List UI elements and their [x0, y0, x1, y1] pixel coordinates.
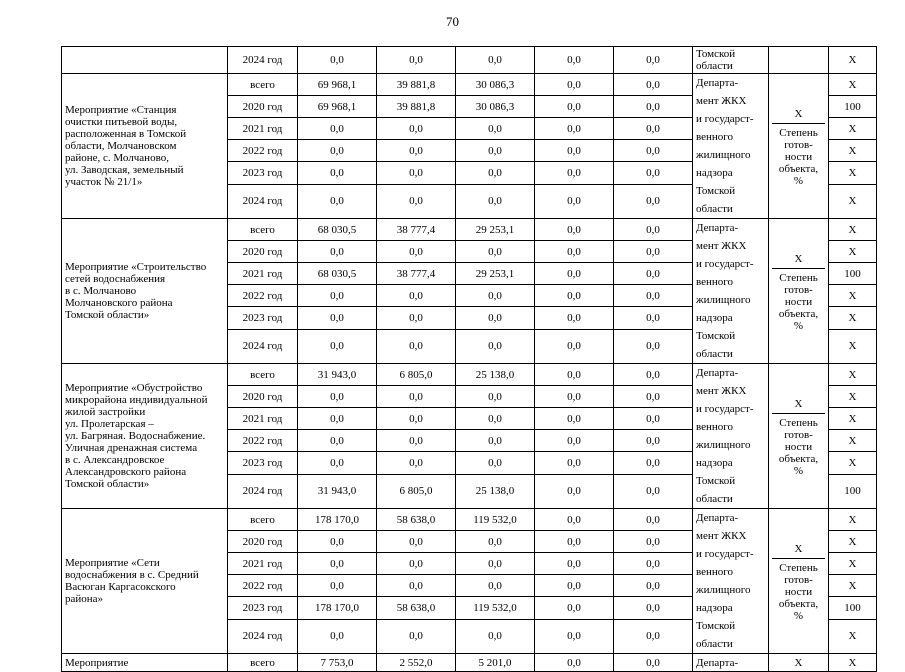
regional-budget-cell: 0,0 [456, 285, 535, 307]
total-cell: 0,0 [298, 140, 377, 162]
measure-name-line: микрорайона индивидуальной [65, 394, 208, 406]
extrabudgetary-cell: 0,0 [614, 329, 693, 363]
year-cell: всего [228, 364, 298, 386]
indicator-value-cell: Х [829, 219, 877, 241]
extrabudgetary-cell: 0,0 [614, 96, 693, 118]
indicator-line: Степень [779, 562, 818, 574]
extrabudgetary-cell: 0,0 [614, 509, 693, 531]
executor-cell [693, 364, 769, 509]
executor-line: венного [696, 131, 734, 143]
total-cell: 0,0 [298, 553, 377, 575]
federal-budget-cell: 0,0 [377, 619, 456, 653]
executor-line: области [696, 60, 733, 72]
indicator-line: ности [784, 151, 813, 163]
table-row [62, 219, 877, 241]
indicator-value-cell: Х [829, 386, 877, 408]
executor-line: Департа- [696, 222, 739, 234]
local-budget-cell: 0,0 [535, 597, 614, 619]
regional-budget-cell: 0,0 [456, 430, 535, 452]
total-cell: 0,0 [298, 285, 377, 307]
indicator-cell: Х [769, 654, 829, 672]
year-cell: 2022 год [228, 140, 298, 162]
indicator-cell [769, 509, 829, 654]
federal-budget-cell: 0,0 [377, 575, 456, 597]
measure-name-cell: Мероприятие [62, 654, 228, 672]
indicator-value-cell: Х [829, 118, 877, 140]
regional-budget-cell: 0,0 [456, 452, 535, 474]
executor-line: области [696, 493, 733, 505]
executor-line: Томской [696, 330, 736, 342]
indicator-value-cell: Х [829, 74, 877, 96]
total-cell: 0,0 [298, 162, 377, 184]
total-cell: 0,0 [298, 386, 377, 408]
total-cell: 31 943,0 [298, 474, 377, 508]
local-budget-cell: 0,0 [535, 329, 614, 363]
total-cell: 0,0 [298, 47, 377, 74]
federal-budget-cell: 0,0 [377, 241, 456, 263]
indicator-value-cell: Х [829, 285, 877, 307]
table-row [62, 654, 877, 672]
extrabudgetary-cell: 0,0 [614, 241, 693, 263]
measure-name-line: Мероприятие «Станция [65, 104, 177, 116]
year-cell: 2021 год [228, 408, 298, 430]
indicator-value-cell: Х [829, 307, 877, 329]
local-budget-cell: 0,0 [535, 47, 614, 74]
regional-budget-cell: 29 253,1 [456, 219, 535, 241]
executor-line: Департа- [696, 367, 739, 379]
federal-budget-cell: 0,0 [377, 531, 456, 553]
indicator-line: готов- [784, 284, 813, 296]
total-cell: 0,0 [298, 452, 377, 474]
extrabudgetary-cell: 0,0 [614, 162, 693, 184]
regional-budget-cell: 0,0 [456, 408, 535, 430]
local-budget-cell: 0,0 [535, 96, 614, 118]
executor-line: надзора [696, 167, 733, 179]
federal-budget-cell: 2 552,0 [377, 654, 456, 672]
executor-line: и государст- [696, 403, 754, 415]
federal-budget-cell: 0,0 [377, 118, 456, 140]
indicator-value-cell: Х [829, 531, 877, 553]
total-cell: 178 170,0 [298, 509, 377, 531]
indicator-value-cell: Х [829, 140, 877, 162]
total-cell: 0,0 [298, 329, 377, 363]
measure-name-line: расположенная в Томской [65, 128, 187, 140]
federal-budget-cell: 38 777,4 [377, 263, 456, 285]
executor-line: жилищного [696, 149, 751, 161]
year-cell: 2024 год [228, 184, 298, 218]
indicator-line: % [793, 320, 804, 332]
executor-line: области [696, 348, 733, 360]
local-budget-cell: 0,0 [535, 241, 614, 263]
indicator-value-cell: Х [829, 654, 877, 672]
extrabudgetary-cell: 0,0 [614, 118, 693, 140]
extrabudgetary-cell: 0,0 [614, 386, 693, 408]
year-cell: 2024 год [228, 474, 298, 508]
indicator-name [772, 269, 825, 332]
total-cell: 0,0 [298, 184, 377, 218]
extrabudgetary-cell: 0,0 [614, 430, 693, 452]
indicator-total-mark: Х [772, 395, 825, 414]
indicator-value-cell: Х [829, 619, 877, 653]
local-budget-cell: 0,0 [535, 307, 614, 329]
federal-budget-cell: 0,0 [377, 408, 456, 430]
extrabudgetary-cell: 0,0 [614, 474, 693, 508]
indicator-value-cell: 100 [829, 263, 877, 285]
extrabudgetary-cell: 0,0 [614, 452, 693, 474]
indicator-line: объекта, [778, 453, 819, 465]
year-cell: 2021 год [228, 553, 298, 575]
indicator-line: ности [784, 586, 813, 598]
page-number: 70 [446, 14, 459, 29]
extrabudgetary-cell: 0,0 [614, 654, 693, 672]
indicator-cell [769, 364, 829, 509]
total-cell: 0,0 [298, 408, 377, 430]
year-cell: 2023 год [228, 162, 298, 184]
federal-budget-cell: 58 638,0 [377, 597, 456, 619]
executor-line: мент ЖКХ [696, 385, 747, 397]
federal-budget-cell: 39 881,8 [377, 96, 456, 118]
regional-budget-cell: 119 532,0 [456, 597, 535, 619]
regional-budget-cell: 30 086,3 [456, 74, 535, 96]
extrabudgetary-cell: 0,0 [614, 47, 693, 74]
indicator-name [772, 414, 825, 477]
regional-budget-cell: 119 532,0 [456, 509, 535, 531]
total-cell: 0,0 [298, 575, 377, 597]
local-budget-cell: 0,0 [535, 263, 614, 285]
indicator-value-cell: 100 [829, 474, 877, 508]
indicator-value-cell: Х [829, 329, 877, 363]
indicator-name [772, 559, 825, 622]
measure-name-line: участок № 21/1» [65, 176, 143, 188]
indicator-value-cell: Х [829, 430, 877, 452]
indicator-line: готов- [784, 139, 813, 151]
budget-table [61, 46, 877, 672]
measure-name-line: Уличная дренажная система [65, 442, 198, 454]
regional-budget-cell: 0,0 [456, 531, 535, 553]
indicator-line: % [793, 175, 804, 187]
year-cell: 2022 год [228, 285, 298, 307]
indicator-value-cell: Х [829, 184, 877, 218]
local-budget-cell: 0,0 [535, 575, 614, 597]
indicator-line: ности [784, 441, 813, 453]
regional-budget-cell: 0,0 [456, 329, 535, 363]
table-row [62, 509, 877, 531]
indicator-value-cell: Х [829, 452, 877, 474]
regional-budget-cell: 0,0 [456, 118, 535, 140]
federal-budget-cell: 6 805,0 [377, 364, 456, 386]
measure-name-line: Александровского района [65, 466, 187, 478]
local-budget-cell: 0,0 [535, 285, 614, 307]
year-cell: 2024 год [228, 47, 298, 74]
local-budget-cell: 0,0 [535, 162, 614, 184]
executor-line: Томской [696, 185, 736, 197]
indicator-line: % [793, 465, 804, 477]
measure-name-line: районе, с. Молчаново, [65, 152, 169, 164]
indicator-value-cell: Х [829, 408, 877, 430]
regional-budget-cell: 0,0 [456, 307, 535, 329]
executor-line: надзора [696, 457, 733, 469]
regional-budget-cell: 0,0 [456, 184, 535, 218]
federal-budget-cell: 38 777,4 [377, 219, 456, 241]
federal-budget-cell: 0,0 [377, 47, 456, 74]
federal-budget-cell: 0,0 [377, 452, 456, 474]
local-budget-cell: 0,0 [535, 184, 614, 218]
indicator-line: % [793, 610, 804, 622]
executor-cell: Департа- [693, 654, 769, 672]
federal-budget-cell: 0,0 [377, 386, 456, 408]
table-body [62, 47, 877, 672]
table-row [62, 364, 877, 386]
local-budget-cell: 0,0 [535, 140, 614, 162]
year-cell: 2023 год [228, 597, 298, 619]
total-cell: 7 753,0 [298, 654, 377, 672]
extrabudgetary-cell: 0,0 [614, 307, 693, 329]
local-budget-cell: 0,0 [535, 619, 614, 653]
extrabudgetary-cell: 0,0 [614, 597, 693, 619]
regional-budget-cell: 0,0 [456, 386, 535, 408]
extrabudgetary-cell: 0,0 [614, 575, 693, 597]
table-row [62, 47, 877, 74]
executor-cell [693, 509, 769, 654]
local-budget-cell: 0,0 [535, 553, 614, 575]
total-cell: 69 968,1 [298, 96, 377, 118]
measure-name-line: ул. Багряная. Водоснабжение. [65, 430, 206, 442]
measure-name-cell [62, 364, 228, 509]
indicator-value-cell: Х [829, 162, 877, 184]
regional-budget-cell: 0,0 [456, 553, 535, 575]
executor-line: жилищного [696, 294, 751, 306]
year-cell: 2020 год [228, 241, 298, 263]
federal-budget-cell: 0,0 [377, 162, 456, 184]
indicator-line: объекта, [778, 163, 819, 175]
measure-name-line: в с. Александровское [65, 454, 165, 466]
regional-budget-cell: 0,0 [456, 619, 535, 653]
total-cell: 0,0 [298, 307, 377, 329]
regional-budget-cell: 25 138,0 [456, 474, 535, 508]
regional-budget-cell: 25 138,0 [456, 364, 535, 386]
executor-cell [693, 47, 769, 74]
total-cell: 31 943,0 [298, 364, 377, 386]
indicator-value-cell: Х [829, 364, 877, 386]
executor-line: венного [696, 276, 734, 288]
year-cell: 2022 год [228, 575, 298, 597]
indicator-line: готов- [784, 574, 813, 586]
executor-line: Департа- [696, 512, 739, 524]
total-cell: 0,0 [298, 118, 377, 140]
year-cell: 2023 год [228, 452, 298, 474]
executor-line: и государст- [696, 548, 754, 560]
local-budget-cell: 0,0 [535, 509, 614, 531]
table-row [62, 74, 877, 96]
measure-name-line: Молчановского района [65, 297, 173, 309]
measure-name-line: области, Молчановском [65, 140, 177, 152]
year-cell: 2024 год [228, 329, 298, 363]
year-cell: 2021 год [228, 263, 298, 285]
measure-name-line: Мероприятие «Обустройство [65, 382, 203, 394]
measure-name-line: жилой застройки [65, 406, 146, 418]
indicator-cell [769, 74, 829, 219]
federal-budget-cell: 0,0 [377, 329, 456, 363]
indicator-line: Степень [779, 127, 818, 139]
year-cell: 2020 год [228, 96, 298, 118]
year-cell: 2020 год [228, 531, 298, 553]
measure-name-line: Мероприятие «Сети [65, 557, 160, 569]
local-budget-cell: 0,0 [535, 452, 614, 474]
regional-budget-cell: 5 201,0 [456, 654, 535, 672]
measure-name-line: Томской области» [65, 478, 150, 490]
federal-budget-cell: 0,0 [377, 307, 456, 329]
indicator-value-cell: Х [829, 553, 877, 575]
federal-budget-cell: 0,0 [377, 140, 456, 162]
extrabudgetary-cell: 0,0 [614, 219, 693, 241]
year-cell: всего [228, 654, 298, 672]
indicator-name [772, 124, 825, 187]
regional-budget-cell: 29 253,1 [456, 263, 535, 285]
extrabudgetary-cell: 0,0 [614, 140, 693, 162]
local-budget-cell: 0,0 [535, 531, 614, 553]
federal-budget-cell: 0,0 [377, 553, 456, 575]
federal-budget-cell: 0,0 [377, 285, 456, 307]
executor-cell [693, 74, 769, 219]
executor-line: надзора [696, 312, 733, 324]
total-cell: 0,0 [298, 241, 377, 263]
federal-budget-cell: 39 881,8 [377, 74, 456, 96]
indicator-line: объекта, [778, 308, 819, 320]
measure-name-line: ул. Пролетарская – [65, 418, 154, 430]
year-cell: 2022 год [228, 430, 298, 452]
indicator-cell [769, 47, 829, 74]
executor-line: жилищного [696, 439, 751, 451]
indicator-line: ности [784, 296, 813, 308]
executor-line: мент ЖКХ [696, 95, 747, 107]
executor-line: мент ЖКХ [696, 530, 747, 542]
indicator-line: Степень [779, 417, 818, 429]
executor-line: Департа- [696, 77, 739, 89]
regional-budget-cell: 0,0 [456, 47, 535, 74]
federal-budget-cell: 0,0 [377, 184, 456, 218]
measure-name-cell [62, 74, 228, 219]
indicator-line: готов- [784, 429, 813, 441]
extrabudgetary-cell: 0,0 [614, 531, 693, 553]
indicator-total-mark: Х [772, 540, 825, 559]
executor-line: венного [696, 566, 734, 578]
measure-name-cell [62, 509, 228, 654]
extrabudgetary-cell: 0,0 [614, 553, 693, 575]
federal-budget-cell: 58 638,0 [377, 509, 456, 531]
indicator-value-cell: Х [829, 509, 877, 531]
total-cell: 69 968,1 [298, 74, 377, 96]
indicator-line: объекта, [778, 598, 819, 610]
year-cell: всего [228, 219, 298, 241]
year-cell: 2021 год [228, 118, 298, 140]
indicator-total-mark: Х [772, 250, 825, 269]
measure-name-line: ул. Заводская, земельный [65, 164, 184, 176]
indicator-value-cell: Х [829, 47, 877, 74]
measure-name-line: очистки питьевой воды, [65, 116, 178, 128]
executor-line: области [696, 203, 733, 215]
local-budget-cell: 0,0 [535, 364, 614, 386]
total-cell: 0,0 [298, 619, 377, 653]
measure-name-line: Томской области» [65, 309, 150, 321]
executor-line: мент ЖКХ [696, 240, 747, 252]
regional-budget-cell: 0,0 [456, 241, 535, 263]
measure-name-line: Мероприятие «Строительство [65, 261, 207, 273]
local-budget-cell: 0,0 [535, 74, 614, 96]
regional-budget-cell: 0,0 [456, 575, 535, 597]
measure-name-line: в с. Молчаново [65, 285, 137, 297]
executor-line: Томской [696, 48, 736, 60]
extrabudgetary-cell: 0,0 [614, 184, 693, 218]
measure-name-line: сетей водоснабжения [65, 273, 166, 285]
local-budget-cell: 0,0 [535, 118, 614, 140]
executor-line: надзора [696, 602, 733, 614]
year-cell: всего [228, 74, 298, 96]
year-cell: 2020 год [228, 386, 298, 408]
local-budget-cell: 0,0 [535, 219, 614, 241]
regional-budget-cell: 0,0 [456, 140, 535, 162]
executor-line: Томской [696, 475, 736, 487]
total-cell: 68 030,5 [298, 219, 377, 241]
indicator-value-cell: 100 [829, 597, 877, 619]
federal-budget-cell: 0,0 [377, 430, 456, 452]
measure-name-cell [62, 47, 228, 74]
executor-cell [693, 219, 769, 364]
regional-budget-cell: 30 086,3 [456, 96, 535, 118]
total-cell: 0,0 [298, 531, 377, 553]
year-cell: 2024 год [228, 619, 298, 653]
extrabudgetary-cell: 0,0 [614, 364, 693, 386]
total-cell: 68 030,5 [298, 263, 377, 285]
local-budget-cell: 0,0 [535, 430, 614, 452]
year-cell: всего [228, 509, 298, 531]
total-cell: 178 170,0 [298, 597, 377, 619]
total-cell: 0,0 [298, 430, 377, 452]
local-budget-cell: 0,0 [535, 386, 614, 408]
local-budget-cell: 0,0 [535, 408, 614, 430]
measure-name-line: района» [65, 593, 104, 605]
executor-line: Томской [696, 620, 736, 632]
indicator-total-mark: Х [772, 105, 825, 124]
measure-name-line: водоснабжения в с. Средний [65, 569, 199, 581]
measure-name-line: Васюган Каргасокского [65, 581, 176, 593]
indicator-line: Степень [779, 272, 818, 284]
extrabudgetary-cell: 0,0 [614, 619, 693, 653]
indicator-value-cell: Х [829, 575, 877, 597]
executor-line: венного [696, 421, 734, 433]
extrabudgetary-cell: 0,0 [614, 74, 693, 96]
extrabudgetary-cell: 0,0 [614, 285, 693, 307]
executor-line: и государст- [696, 113, 754, 125]
year-cell: 2023 год [228, 307, 298, 329]
indicator-cell [769, 219, 829, 364]
executor-line: области [696, 638, 733, 650]
executor-line: и государст- [696, 258, 754, 270]
regional-budget-cell: 0,0 [456, 162, 535, 184]
local-budget-cell: 0,0 [535, 474, 614, 508]
indicator-value-cell: 100 [829, 96, 877, 118]
indicator-value-cell: Х [829, 241, 877, 263]
measure-name-cell [62, 219, 228, 364]
federal-budget-cell: 6 805,0 [377, 474, 456, 508]
local-budget-cell: 0,0 [535, 654, 614, 672]
extrabudgetary-cell: 0,0 [614, 408, 693, 430]
extrabudgetary-cell: 0,0 [614, 263, 693, 285]
executor-line: жилищного [696, 584, 751, 596]
